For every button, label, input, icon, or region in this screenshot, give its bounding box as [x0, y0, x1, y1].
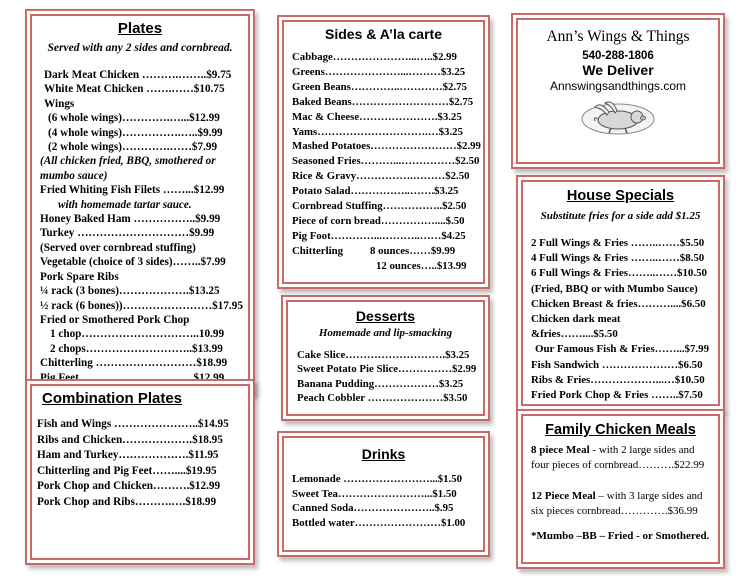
- menu-item: Chicken Breast & fries………....$6.50: [531, 297, 706, 310]
- menu-item: Yams………………………….…$3.25: [292, 125, 463, 138]
- menu-item: Fried Whiting Fish Filets ……...$12.99: [40, 184, 225, 197]
- menu-item: Pig Feet……………………….…$12.99: [40, 371, 225, 384]
- menu-item: Baked Beans………………………$2.75: [292, 95, 474, 108]
- meal-description: – with 3 large sides and six pieces cornbread………….$36.99: [531, 490, 703, 517]
- menu-item: Sweet Potato Pie Slice……………$2.99: [297, 363, 477, 376]
- house-specials-subtitle: Substitute fries for a side add $1.25: [540, 210, 701, 222]
- phone-number: 540-288-1806: [582, 50, 654, 62]
- restaurant-name: Ann’s Wings & Things: [546, 28, 690, 45]
- sides-section: [282, 20, 485, 284]
- menu-item: (2 whole wings)………….……$7.99: [48, 141, 218, 154]
- sides-title: Sides & A’la carte: [325, 26, 442, 42]
- plates-title: Plates: [117, 20, 163, 37]
- menu-item: Bottled water……………………$1.00: [292, 516, 466, 529]
- desserts-title: Desserts: [355, 308, 416, 324]
- menu-item: Seasoned Fries………...……………$2.50: [292, 155, 480, 168]
- menu-item: Vegetable (choice of 3 sides)……..$7.99: [40, 256, 226, 269]
- menu-note: (Served over cornbread stuffing): [40, 241, 196, 254]
- menu-item: &fries……....$5.50: [531, 328, 618, 341]
- menu-item: 12 ounces…..$13.99: [376, 259, 467, 272]
- house-specials-section: [521, 180, 720, 406]
- menu-item: Pork Chop and Ribs……….….$18.99: [37, 495, 217, 508]
- website-link[interactable]: Annswingsandthings.com: [549, 79, 687, 93]
- combination-title: Combination Plates: [42, 390, 183, 407]
- menu-item: Dark Meat Chicken ……….……..$9.75: [44, 69, 232, 81]
- menu-item: Fish Sandwich …………………$6.50: [531, 358, 703, 371]
- menu-item: Pork Chop and Chicken……….$12.99: [37, 480, 221, 493]
- menu-note: (Fried, BBQ or with Mumbo Sauce): [531, 282, 698, 295]
- desserts-subtitle: Homemade and lip-smacking: [318, 327, 453, 339]
- menu-item: Chitterling and Pig Feet……....$19.95: [37, 464, 217, 477]
- menu-item: Ribs and Chicken……………….$18.95: [37, 433, 223, 446]
- house-specials-title: House Specials: [566, 188, 675, 204]
- menu-item: Pork Spare Ribs: [40, 270, 119, 283]
- menu-item: Lemonade ……………………...$1.50: [292, 473, 463, 485]
- plates-section: [30, 14, 250, 390]
- meal-description: - with 2 large sides and four pieces of cornbread……….$22.99: [531, 444, 705, 471]
- menu-item: ¼ rack (3 bones)……………….$13.25: [40, 285, 220, 298]
- menu-item: Canned Soda…………………..$.95: [292, 502, 454, 515]
- family-meals-title: Family Chicken Meals: [545, 422, 696, 438]
- restaurant-header: [516, 18, 720, 164]
- menu-item: (6 whole wings)………….…...$12.99: [48, 112, 220, 125]
- family-meals-section: [521, 414, 720, 564]
- menu-item: Cornbread Stuffing……………..$2.50: [292, 200, 467, 213]
- menu-item: 6 Full Wings & Fries……..……$10.50: [531, 267, 707, 280]
- menu-item: Mac & Cheese………………….$3.25: [292, 110, 462, 123]
- menu-item: Ham and Turkey……………….$11.95: [37, 449, 219, 462]
- menu-item: Sweet Tea……………………...$1.50: [292, 487, 457, 500]
- menu-item: Chitterling ………………………$18.99: [40, 357, 228, 370]
- menu-item: Cake Slice……………………….$3.25: [297, 349, 470, 361]
- desserts-section: [286, 300, 485, 416]
- meal-name: 12 Piece Meal: [531, 490, 596, 502]
- menu-item: Peach Cobbler …………………$3.50: [297, 391, 468, 404]
- combination-plates-section: [30, 384, 250, 560]
- menu-item: Mashed Potatoes……………………$2.99: [292, 140, 481, 153]
- preparation-note: *Mumbo –BB – Fried - or Smothered.: [531, 530, 710, 542]
- menu-item: Wings: [44, 97, 75, 110]
- menu-item: 2 Full Wings & Fries ……..……$5.50: [531, 237, 705, 249]
- menu-item: 2 chops………………………..$13.99: [50, 342, 223, 355]
- menu-item: Cabbage…………………...…..$2.99: [292, 51, 457, 63]
- menu-item: (4 whole wings)…………….…..$9.99: [48, 126, 223, 139]
- menu-item: Fried or Smothered Pork Chop: [40, 313, 190, 326]
- menu-item: 4 Full Wings & Fries ……..……$8.50: [531, 252, 705, 265]
- menu-note: (All chicken fried, BBQ, smothered or mumbo sauce): [40, 155, 216, 182]
- menu-item: 1 chop…………………………..10.99: [50, 328, 225, 341]
- menu-item: Rice & Gravy…………….………$2.50: [292, 170, 470, 183]
- menu-item: Piece of corn bread……………....$.50: [292, 214, 465, 227]
- meal-8-piece: [523, 443, 718, 473]
- menu-item: Potato Salad……………..…….$3.25: [292, 185, 459, 198]
- drinks-title: Drinks: [361, 446, 406, 462]
- menu-item: Green Beans…………..…………$2.75: [292, 80, 467, 93]
- menu-item: Ribs & Fries………………...…$10.50: [531, 373, 705, 386]
- menu-item: Banana Pudding………………$3.25: [297, 377, 464, 390]
- menu-item: Turkey …………………………$9.99: [40, 227, 215, 240]
- menu-item: Fish and Wings …………………..$14.95: [37, 418, 229, 430]
- flying-pig-icon: [579, 97, 657, 137]
- menu-item: Honey Baked Ham ……………..$9.99: [40, 213, 221, 226]
- meal-12-piece: [523, 489, 718, 519]
- menu-item: ½ rack (6 bones))……………………$17.95: [40, 299, 243, 312]
- menu-item: White Meat Chicken …….……$10.75: [44, 83, 225, 96]
- menu-note: with homemade tartar sauce.: [58, 198, 192, 211]
- menu-item: Chitterling 8 ounces……$9.99: [292, 244, 456, 257]
- menu-item: Fried Pork Chop & Fries ……..$7.50: [531, 389, 703, 402]
- menu-item: Greens…………………...………$3.25: [292, 65, 466, 78]
- delivery-tagline: We Deliver: [582, 62, 654, 78]
- meal-name: 8 piece Meal: [531, 444, 590, 456]
- menu-item: Pig Foot…………...………..……$4.25: [292, 229, 466, 242]
- plates-subtitle: Served with any 2 sides and cornbread.: [47, 42, 233, 54]
- drinks-section: [282, 436, 485, 552]
- menu-item: Our Famous Fish & Fries……...$7.99: [535, 343, 710, 356]
- menu-item: Chicken dark meat: [531, 313, 621, 326]
